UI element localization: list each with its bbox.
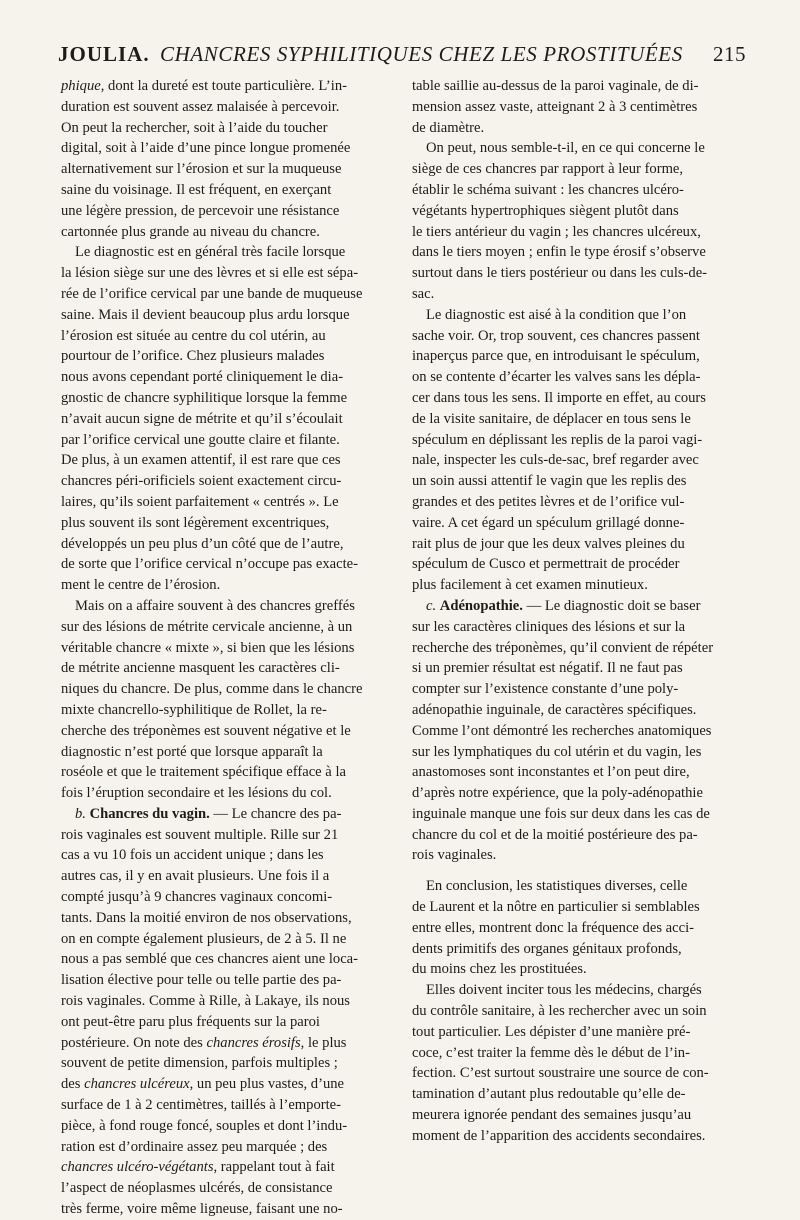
text-line: gnostic de chancre syphilitique lorsque la femme <box>61 389 348 406</box>
text-line: souvent de petite dimension, parfois multiples ; <box>61 1055 338 1072</box>
text-line: dans le tiers moyen ; enfin le type érosif s’observe <box>412 244 706 261</box>
text-line: rée de l’orifice cervical par une bande de muqueuse <box>61 285 363 302</box>
text-line: du moins chez les prostituées. <box>412 961 587 978</box>
text-line: de Laurent et la nôtre en particulier si semblables <box>412 899 700 916</box>
left-column <box>61 76 401 1220</box>
text-line: tout particulier. Les dépister d’une manière pré- <box>412 1023 691 1040</box>
text-line: grandes et des petites lèvres et de l’orifice vul- <box>412 493 685 510</box>
text-fragment: chancres ulcéro-végétants <box>61 1159 214 1176</box>
text-line: surface de 1 à 2 centimètres, taillés à l’emporte- <box>61 1097 341 1114</box>
text-fragment: c. <box>426 597 437 614</box>
text-line: chancre du col et de la moitié postérieure des pa- <box>412 826 698 843</box>
text-line: spéculum en déplissant les replis de la paroi vagi- <box>412 431 703 448</box>
text-line: adénopathie inguinale, de caractères spécifiques. <box>412 701 697 718</box>
text-line: n’avait aucun signe de métrite et qu’il s’écoulait <box>61 410 343 427</box>
text-line: rois vaginales est souvent multiple. Rille sur 21 <box>61 826 339 843</box>
section-b-heading-line: b. Chancres du vagin. — Le chancre des pa- <box>75 805 342 822</box>
text-line: plus facilement à cet examen minutieux. <box>412 577 648 594</box>
text-line: chancres ulcéro-végétants, rappelant tout à fait <box>61 1159 335 1176</box>
right-column <box>412 76 748 1147</box>
text-line: compté jusqu’à 9 chancres vaginaux concomi- <box>61 889 333 906</box>
text-line: digital, soit à l’aide d’une pince longue promenée <box>61 140 351 157</box>
text-line: diagnostic n’est porté que lorsque apparaît la <box>61 743 323 760</box>
section-c-heading-line: c. Adénopathie. — Le diagnostic doit se baser <box>426 597 701 614</box>
text-fragment: chancres ulcéreux <box>84 1076 190 1093</box>
text-line: la lésion siège sur une des lèvres et si elle est sépa- <box>61 265 359 282</box>
text-line: table saillie au-dessus de la paroi vaginale, de di- <box>412 78 699 94</box>
paragraph-gap <box>412 866 748 876</box>
text-line: si un premier résultat est négatif. Il ne faut pas <box>412 660 683 677</box>
text-line: rois vaginales. <box>412 847 497 864</box>
header-title: CHANCRES SYPHILITIQUES CHEZ LES PROSTITUÉES <box>160 42 683 66</box>
text-line: sac. <box>412 285 435 302</box>
page-number: 215 <box>713 42 746 66</box>
text-line: duration est souvent assez malaisée à percevoir. <box>61 98 340 115</box>
text-line: phique, dont la dureté est toute particulière. L’in- <box>61 78 347 94</box>
text-line: du contrôle sanitaire, à les rechercher avec un soin <box>412 1003 707 1020</box>
text-line: De plus, à un examen attentif, il est rare que ces <box>61 452 341 469</box>
text-line: sur les lymphatiques du col utérin et du vagin, les <box>412 743 702 760</box>
text-line: fois l’éruption secondaire et les lésions du col. <box>61 785 332 802</box>
text-line: tamination d’autant plus redoutable qu’elle de- <box>412 1086 686 1103</box>
text-line: développés un peu plus d’un côté que de l’autre, <box>61 535 344 552</box>
text-line: Mais on a affaire souvent à des chancres greffés <box>75 597 355 614</box>
text-line: coce, c’est traiter la femme dès le début de l’in- <box>412 1044 690 1061</box>
text-line: alternativement sur l’érosion et sur la muqueuse <box>61 161 342 178</box>
text-line: En conclusion, les statistiques diverses, celle <box>426 878 688 895</box>
text-line: inaperçus parce que, en introduisant le spéculum, <box>412 348 700 365</box>
text-line: entre elles, montrent donc la fréquence des acci- <box>412 919 695 936</box>
text-line: niques du chancre. De plus, comme dans le chancre <box>61 681 363 698</box>
text-line: une légère pression, de percevoir une résistance <box>61 202 340 219</box>
text-line: dents primitifs des organes génitaux profonds, <box>412 940 682 957</box>
text-line: compter sur l’existence constante d’une poly- <box>412 681 679 698</box>
text-line: établir le schéma suivant : les chancres ulcéro- <box>412 181 684 198</box>
text-line: cas a vu 10 fois un accident unique ; dans les <box>61 847 324 864</box>
text-line: le tiers antérieur du vagin ; les chancres ulcéreux, <box>412 223 701 240</box>
text-line: pourtour de l’orifice. Chez plusieurs malades <box>61 348 325 365</box>
text-line: surtout dans le tiers postérieur ou dans les culs-de- <box>412 265 708 282</box>
text-line: véritable chancre « mixte », si bien que les lésions <box>61 639 355 656</box>
text-line: on en compte également plusieurs, de 2 à 5. Il ne <box>61 930 347 947</box>
text-line: de diamètre. <box>412 119 485 136</box>
text-line: sache voir. Or, trop souvent, ces chancres passent <box>412 327 700 344</box>
text-line: cartonnée plus grande au niveau du chancre. <box>61 223 320 240</box>
text-line: anastomoses sont inconstantes et l’on peut dire, <box>412 764 690 781</box>
text-line: nale, inspecter les culs-de-sac, bref regarder avec <box>412 452 699 469</box>
text-line: des chancres ulcéreux, un peu plus vastes, d’une <box>61 1076 345 1093</box>
text-line: roséole et que le traitement spécifique efface à la <box>61 764 346 781</box>
text-line: saine. Mais il devient beaucoup plus ardu lorsque <box>61 306 350 323</box>
text-line: meurera ignorée pendant des semaines jusqu’au <box>412 1107 692 1124</box>
text-line: par l’orifice cervical une goutte claire et filante. <box>61 431 340 448</box>
text-line: végétants hypertrophiques siègent plutôt dans <box>412 202 679 219</box>
text-line: postérieure. On note des chancres érosifs, le plus <box>61 1034 347 1051</box>
text-line: Elles doivent inciter tous les médecins, chargés <box>426 982 702 999</box>
text-line: d’après notre expérience, que la poly-adénopathie <box>412 785 703 802</box>
text-line: nous a pas semblé que ces chancres aient une loca- <box>61 951 359 968</box>
running-header <box>58 42 746 72</box>
text-fragment: phique <box>61 78 101 94</box>
text-line: rait plus de jour que les deux valves pleines du <box>412 535 685 552</box>
text-line: chancres péri-orificiels soient exactement circu- <box>61 473 342 490</box>
text-fragment: Chancres du vagin. <box>89 805 210 822</box>
text-line: saine du voisinage. Il est fréquent, en exerçant <box>61 181 332 198</box>
text-line: cer dans tous les sens. Il importe en effet, au cours <box>412 389 706 406</box>
text-line: très ferme, voire même ligneuse, faisant une no- <box>61 1201 343 1218</box>
text-line: fection. C’est surtout soustraire une source de con- <box>412 1065 709 1082</box>
text-line: tants. Dans la moitié environ de nos observations, <box>61 909 352 926</box>
text-line: l’aspect de néoplasmes ulcérés, de consistance <box>61 1180 333 1197</box>
text-line: cherche des tréponèmes est souvent négative et le <box>61 722 351 739</box>
header-author: JOULIA. <box>58 42 150 66</box>
text-line: mension assez vaste, atteignant 2 à 3 centimètres <box>412 98 698 115</box>
text-line: un soin aussi attentif le vagin que les replis des <box>412 473 687 490</box>
text-line: ont peut-être paru plus fréquents sur la paroi <box>61 1013 320 1030</box>
text-line: nous avons cependant porté cliniquement le dia- <box>61 369 344 386</box>
text-line: Le diagnostic est en général très facile lorsque <box>75 244 346 261</box>
text-line: sur des lésions de métrite cervicale ancienne, à un <box>61 618 353 635</box>
text-line: de sorte que l’orifice cervical n’occupe pas exacte- <box>61 556 358 573</box>
text-line: siège de ces chancres par rapport à leur forme, <box>412 161 684 178</box>
text-line: ment le centre de l’érosion. <box>61 577 221 594</box>
text-line: de la visite sanitaire, de déplacer en tous sens le <box>412 410 691 427</box>
text-line: ration est d’ordinaire assez peu marquée ; des <box>61 1138 328 1155</box>
text-line: laires, qu’ils soient parfaitement « centrés ». Le <box>61 493 339 510</box>
text-line: on se contente d’écarter les valves sans les dépla- <box>412 369 701 386</box>
text-line: spéculum de Cusco et permettrait de procéder <box>412 556 680 573</box>
text-line: Comme l’ont démontré les recherches anatomiques <box>412 722 712 739</box>
text-line: sur les caractères cliniques des lésions et sur la <box>412 618 686 635</box>
text-line: On peut la rechercher, soit à l’aide du toucher <box>61 119 328 136</box>
text-line: recherche des tréponèmes, qu’il convient de répéter <box>412 639 714 656</box>
text-fragment: b. <box>75 805 86 822</box>
text-line: plus souvent ils sont légèrement excentriques, <box>61 514 330 531</box>
text-line: inguinale manque une fois sur deux dans les cas de <box>412 805 710 822</box>
text-line: de métrite ancienne masquent les caractères cli- <box>61 660 340 677</box>
text-line: l’érosion est située au centre du col utérin, au <box>61 327 326 344</box>
text-line: vaire. A cet égard un spéculum grillagé donne- <box>412 514 685 531</box>
text-line: autres cas, il y en avait plusieurs. Une fois il a <box>61 868 330 885</box>
text-line: lisation élective pour telle ou telle partie des pa- <box>61 972 342 989</box>
text-line: mixte chancrello-syphilitique de Rollet, la re- <box>61 701 327 718</box>
text-line: moment de l’apparition des accidents secondaires. <box>412 1127 706 1144</box>
text-line: rois vaginales. Comme à Rille, à Lakaye, ils nous <box>61 993 350 1010</box>
text-line: pièce, à fond rouge foncé, souples et dont l’indu- <box>61 1117 348 1134</box>
text-line: Le diagnostic est aisé à la condition que l’on <box>426 306 687 323</box>
text-fragment: chancres érosifs <box>206 1034 301 1051</box>
text-line: On peut, nous semble-t-il, en ce qui concerne le <box>426 140 705 157</box>
text-fragment: Adénopathie. <box>439 597 523 614</box>
